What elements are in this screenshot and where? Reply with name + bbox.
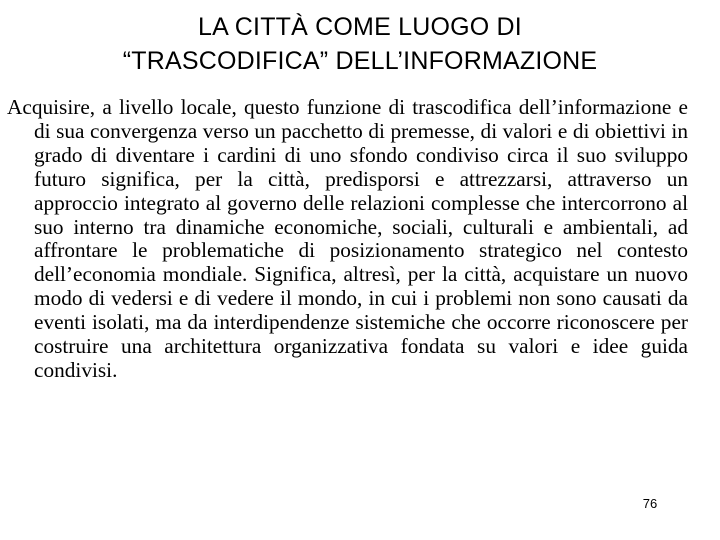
- slide-title: [0, 10, 720, 78]
- slide-title-line-2: “TRASCODIFICA” DELL’INFORMAZIONE: [122, 47, 598, 75]
- body-paragraph: Acquisire, a livello locale, questo funzione di trascodifica dell’informazione e di sua convergenza verso un pacchetto di premesse, di valori e di obiettivi in grado di diventare i cardini di uno sfondo condiviso circa il suo sviluppo futuro significa, per la città, predisporsi e attrezzarsi, attraverso un approccio integrato al governo delle relazioni complesse che intercorrono al suo interno tra dinamiche economiche, sociali, culturali e ambientali, ad affrontare le problematiche di posizionamento strategico nel contesto dell’economia mondiale. Significa, altresì, per la città, acquistare un nuovo modo di vedersi e di vedere il mondo, in cui i problemi non sono causati da eventi isolati, ma da interdipendenze sistemiche che occorre riconoscere per costruire una architettura organizzativa fondata su valori e idee guida condivisi.: [7, 95, 688, 382]
- page-number: 76: [642, 496, 658, 511]
- slide-title-line-1: LA CITTÀ COME LUOGO DI: [198, 13, 522, 41]
